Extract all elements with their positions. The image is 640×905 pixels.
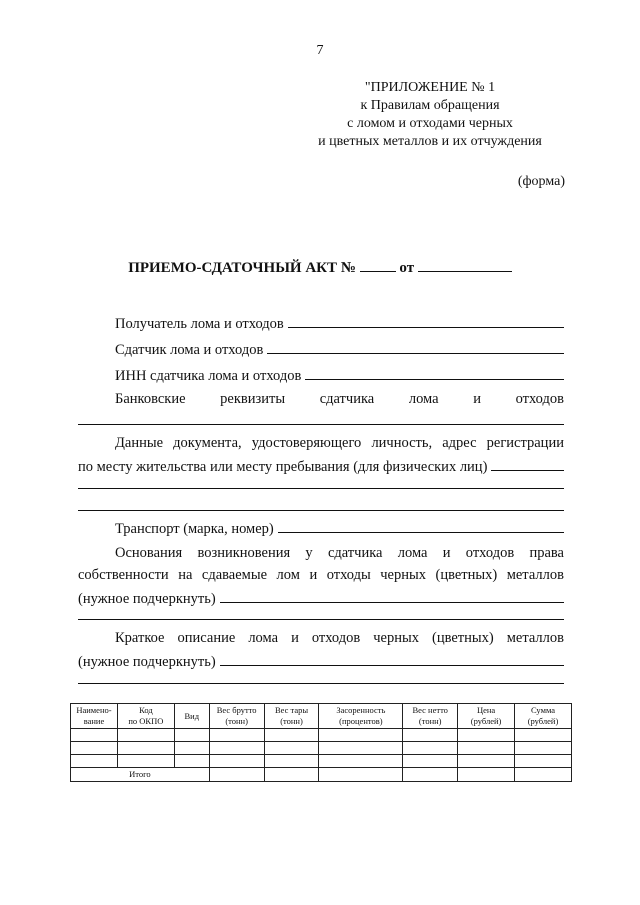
word: и [309,567,318,583]
table-cell[interactable] [515,742,572,755]
header-gross: Вес брутто (тонн) [209,704,264,729]
table-cell[interactable] [319,755,403,768]
table-cell[interactable] [71,729,118,742]
word: отходов [465,545,515,561]
table-cell[interactable] [403,742,458,755]
word: металлов [506,567,564,583]
header-type: Вид [174,704,209,729]
word: на [178,567,193,583]
word: Краткое [115,630,165,646]
word: (цветных) [432,630,494,646]
transport-label: Транспорт (марка, номер) [115,521,274,537]
inn-field[interactable] [305,365,564,380]
table-cell[interactable] [403,729,458,742]
table-cell[interactable] [319,742,403,755]
grounds-field[interactable] [220,588,564,603]
document-title [0,257,640,277]
table-cell[interactable] [515,755,572,768]
document-row [78,456,564,476]
recipient-label: Получатель лома и отходов [115,316,284,332]
recipient-row [115,313,564,333]
table-header-row [71,704,572,729]
table-row [71,755,572,768]
header-name: Наимено- вание [71,704,118,729]
table-cell[interactable] [458,755,515,768]
appendix-line-1: "ПРИЛОЖЕНИЕ № 1 [364,80,496,95]
word: и [473,391,481,407]
table-cell[interactable] [403,768,458,782]
transport-row [115,518,564,538]
word: Основания [115,545,183,561]
table-cell[interactable] [458,729,515,742]
form-label: (форма) [517,174,565,189]
header-net: Вес нетто (тонн) [403,704,458,729]
table-cell[interactable] [117,755,174,768]
word: отходов [515,391,564,407]
description-label-line-2: (нужное подчеркнуть) [78,654,216,670]
word: возникновения [197,545,291,561]
title-prefix: ПРИЕМО-СДАТОЧНЫЙ АКТ № [128,260,356,276]
grounds-label-line-1 [115,544,564,562]
word: лом [276,567,300,583]
header-contamination: Засоренность (процентов) [319,704,403,729]
supplier-row [115,339,564,359]
table-cell[interactable] [174,742,209,755]
bank-details-field[interactable] [78,424,564,425]
word: права [529,545,564,561]
word: Данные [115,435,164,451]
description-field-line-2[interactable] [78,683,564,684]
table-row [71,742,572,755]
header-price: Цена (рублей) [458,704,515,729]
table-cell[interactable] [264,768,319,782]
word: у [305,545,313,561]
bank-details-label [115,390,564,408]
table-total-row [71,768,572,782]
appendix-header [300,79,560,151]
supplier-label: Сдатчик лома и отходов [115,342,264,358]
items-table [70,703,572,782]
recipient-field[interactable] [288,313,564,328]
table-cell[interactable] [71,742,118,755]
word: документа, [173,435,242,451]
inn-row [115,365,564,385]
title-from: от [399,260,415,276]
act-number-field[interactable] [360,257,396,272]
table-row [71,729,572,742]
table-cell[interactable] [71,755,118,768]
table-cell[interactable] [319,768,403,782]
document-field[interactable] [491,456,564,471]
page-number: 7 [316,43,324,58]
document-field-line-2[interactable] [78,488,564,489]
word: сдатчика [327,545,383,561]
act-date-field[interactable] [418,257,512,272]
word: и [442,545,451,561]
grounds-field-line-2[interactable] [78,619,564,620]
table-cell[interactable] [209,755,264,768]
word: лома [397,545,428,561]
word: удостоверяющего [251,435,362,451]
description-row [78,651,564,671]
table-cell[interactable] [515,729,572,742]
word: отходов [311,630,361,646]
document-label-line-1 [115,434,564,452]
description-label-line-1 [115,629,564,647]
header-sum: Сумма (рублей) [515,704,572,729]
appendix-line-2: к Правилам обращения [360,98,500,113]
table-cell[interactable] [117,742,174,755]
total-label: Итого [71,768,210,782]
inn-label: ИНН сдатчика лома и отходов [115,368,302,384]
table-cell[interactable] [264,755,319,768]
word: Банковские [115,391,186,407]
table-cell[interactable] [209,729,264,742]
word: адрес [442,435,477,451]
table-cell[interactable] [458,742,515,755]
header-okpo: Код по ОКПО [117,704,174,729]
table-cell[interactable] [209,768,264,782]
word: сдаваемые [201,567,268,583]
table-cell[interactable] [174,729,209,742]
word: черных [373,630,419,646]
word: лома [408,391,439,407]
table-cell[interactable] [117,729,174,742]
header-tare: Вес тары (тонн) [264,704,319,729]
grounds-row [78,588,564,608]
word: (цветных) [435,567,498,583]
word: собственности [78,567,169,583]
word: и [291,630,299,646]
transport-field[interactable] [278,518,564,533]
table-cell[interactable] [209,742,264,755]
word: черных [380,567,426,583]
appendix-line-3: с ломом и отходами черных [347,116,513,131]
supplier-field[interactable] [267,339,564,354]
document-label-line-2: по месту жительства или месту пребывания (для физических лиц) [78,459,488,475]
grounds-label-line-2 [78,566,564,584]
word: реквизиты [220,391,286,407]
table-cell[interactable] [264,742,319,755]
table-cell[interactable] [458,768,515,782]
word: лома [248,630,279,646]
table-cell[interactable] [515,768,572,782]
description-field[interactable] [220,651,564,666]
word: регистрации [486,435,564,451]
grounds-label-line-3: (нужное подчеркнуть) [78,591,216,607]
word: личность, [371,435,433,451]
word: описание [177,630,236,646]
word: отходы [326,567,371,583]
document-field-line-3[interactable] [78,510,564,511]
appendix-line-4: и цветных металлов и их отчуждения [318,134,542,149]
table-cell[interactable] [264,729,319,742]
word: сдатчика [319,391,375,407]
table-cell[interactable] [319,729,403,742]
table-cell[interactable] [403,755,458,768]
table-cell[interactable] [174,755,209,768]
word: металлов [506,630,564,646]
